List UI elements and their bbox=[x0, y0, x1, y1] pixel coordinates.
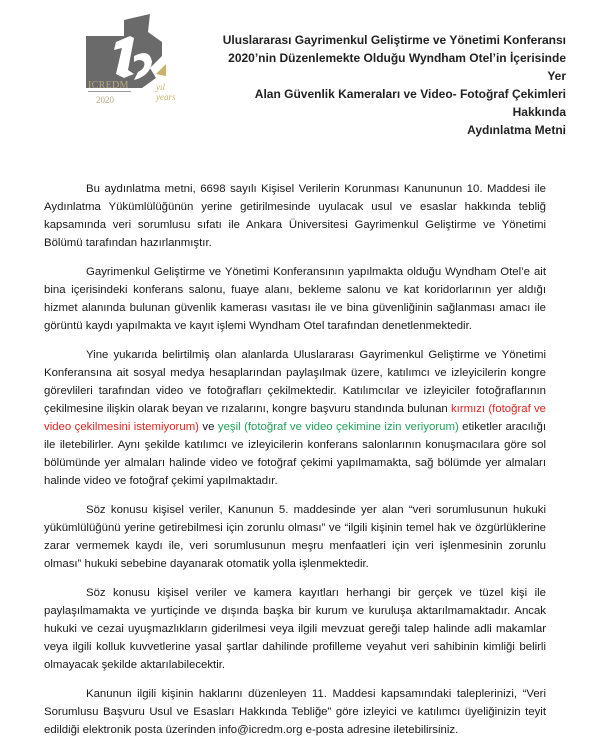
red-label-text: kırmızı (fotoğraf ve video çekilmesini istemiyorum) bbox=[44, 403, 546, 433]
logo-anniversary-line1: yıl bbox=[156, 82, 165, 92]
paragraph-text: etiketler aracılığı ile iletebilirler. Aynı şekilde katılımcı ve izleyicilerin konferans salonlarının konuşmacılara göre sol bölümünde yer almaları halinde video ve fotoğraf çekimi yapılmamakta, sağ bölümde yer almaları halinde video ve fotoğraf çekimi yapılmaktadır. bbox=[44, 421, 546, 487]
title-line: 2020’nin Düzenlemekte Olduğu Wyndham Otel’in İçerisinde Yer bbox=[228, 51, 566, 83]
green-label-text: yeşil (fotoğraf ve video çekimine izin veriyorum) bbox=[217, 421, 459, 433]
contact-email: info@icredm.org bbox=[218, 724, 303, 736]
logo-anniversary-line2: years bbox=[156, 92, 176, 102]
paragraph-security-cameras: Gayrimenkul Geliştirme ve Yönetimi Konferansının yapılmakta olduğu Wyndham Otel’e ait bina içerisindeki konferans salonu, fuaye alanı, bekleme salonu ve kat koridorlarının yer aldığı hizmet alanında bulunan güvenlik kamerası vasıtası ile ve bina güvenliğinin sağlanması amacı ile görüntü kaydı yapılmakta ve kayıt işlemi Wyndham Otel tarafından denetlenmektedir. bbox=[44, 266, 546, 332]
paragraph-text: e-posta adresine iletebilirsiniz. bbox=[302, 724, 459, 736]
paragraph-photo-video bbox=[44, 346, 546, 490]
paragraph-text: ve bbox=[198, 421, 218, 433]
logo-year-text: 2020 bbox=[96, 95, 114, 105]
paragraph-rights bbox=[44, 685, 546, 739]
paragraph-text: Kanunun ilgili kişinin haklarını düzenleyen 11. Maddesi kapsamındaki taleplerinizi, “Veri Sorumlusu Başvuru Usul ve Esasları Hakkında Tebliğe” göre izleyici ve katılımcı üyeliğinizin teyit edildiği elektronik posta üzerinden bbox=[44, 688, 546, 736]
document-body bbox=[44, 180, 546, 750]
paragraph-data-sharing: Söz konusu kişisel veriler ve kamera kayıtları herhangi bir gerçek ve tüzel kişi ile paylaşılmamakta ve yurtiçinde ve dışında başka bir kurum ve kuruluşa aktarılmamaktadır. Ancak hukuki ve cezai uyuşmazlıkların giderilmesi veya ilgili mevzuat gereği talep halinde adli makamlar veya ilgili kolluk kuvvetlerine yasal şartlar dahilinde profilleme veyahut veri sahibinin kimliği belirli olmayacak şekilde aktarılabilecektir. bbox=[44, 587, 546, 671]
logo-org-text: ICREDM bbox=[88, 80, 129, 91]
icredm-logo bbox=[84, 12, 214, 112]
paragraph-text: Yine yukarıda belirtilmiş olan alanlarda Uluslararası Gayrimenkul Geliştirme ve Yönetimi Konferansına ait sosyal medya hesaplarından paylaşılmak üzere, katılımcı ve izleyicilerin kongre görevlileri tarafından video ve fotoğrafları çekilmektedir. Katılımcılar ve izleyiciler fotoğraflarının çekilmesine ilişkin olarak beyan ve rızalarını, kongre başvuru standında bulunan bbox=[44, 349, 546, 415]
title-line: Uluslararası Gayrimenkul Geliştirme ve Yönetimi Konferansı bbox=[222, 33, 566, 47]
document-title bbox=[216, 31, 566, 139]
paragraph-intro: Bu aydınlatma metni, 6698 sayılı Kişisel Verilerin Korunması Kanununun 10. Maddesi ile Aydınlatma Yükümlülüğünün yerine getirilmesinde uyulacak usul ve esaslar hakkında tebliğ kapsamında veri sorumlusu sıfatı ile Ankara Üniversitesi Gayrimenkul Geliştirme ve Yönetimi Bölümü tarafından hazırlanmıştır. bbox=[44, 183, 546, 249]
title-line: Alan Güvenlik Kameraları ve Video- Fotoğraf Çekimleri Hakkında bbox=[254, 87, 566, 119]
paragraph-legal-basis: Söz konusu kişisel veriler, Kanunun 5. maddesinde yer alan “veri sorumlusunun hukuki yükümlülüğünü yerine getirebilmesi için zorunlu olması” ve “ilgili kişinin temel hak ve özgürlüklerine zarar vermemek kaydı ile, veri sorumlusunun meşru menfaatleri için veri işlenmesinin zorunlu olması” hukuki sebebine dayanarak otomatik yolla işlenmektedir. bbox=[44, 504, 546, 570]
logo-anniversary-text bbox=[156, 82, 176, 102]
title-line: Aydınlatma Metni bbox=[467, 123, 566, 137]
